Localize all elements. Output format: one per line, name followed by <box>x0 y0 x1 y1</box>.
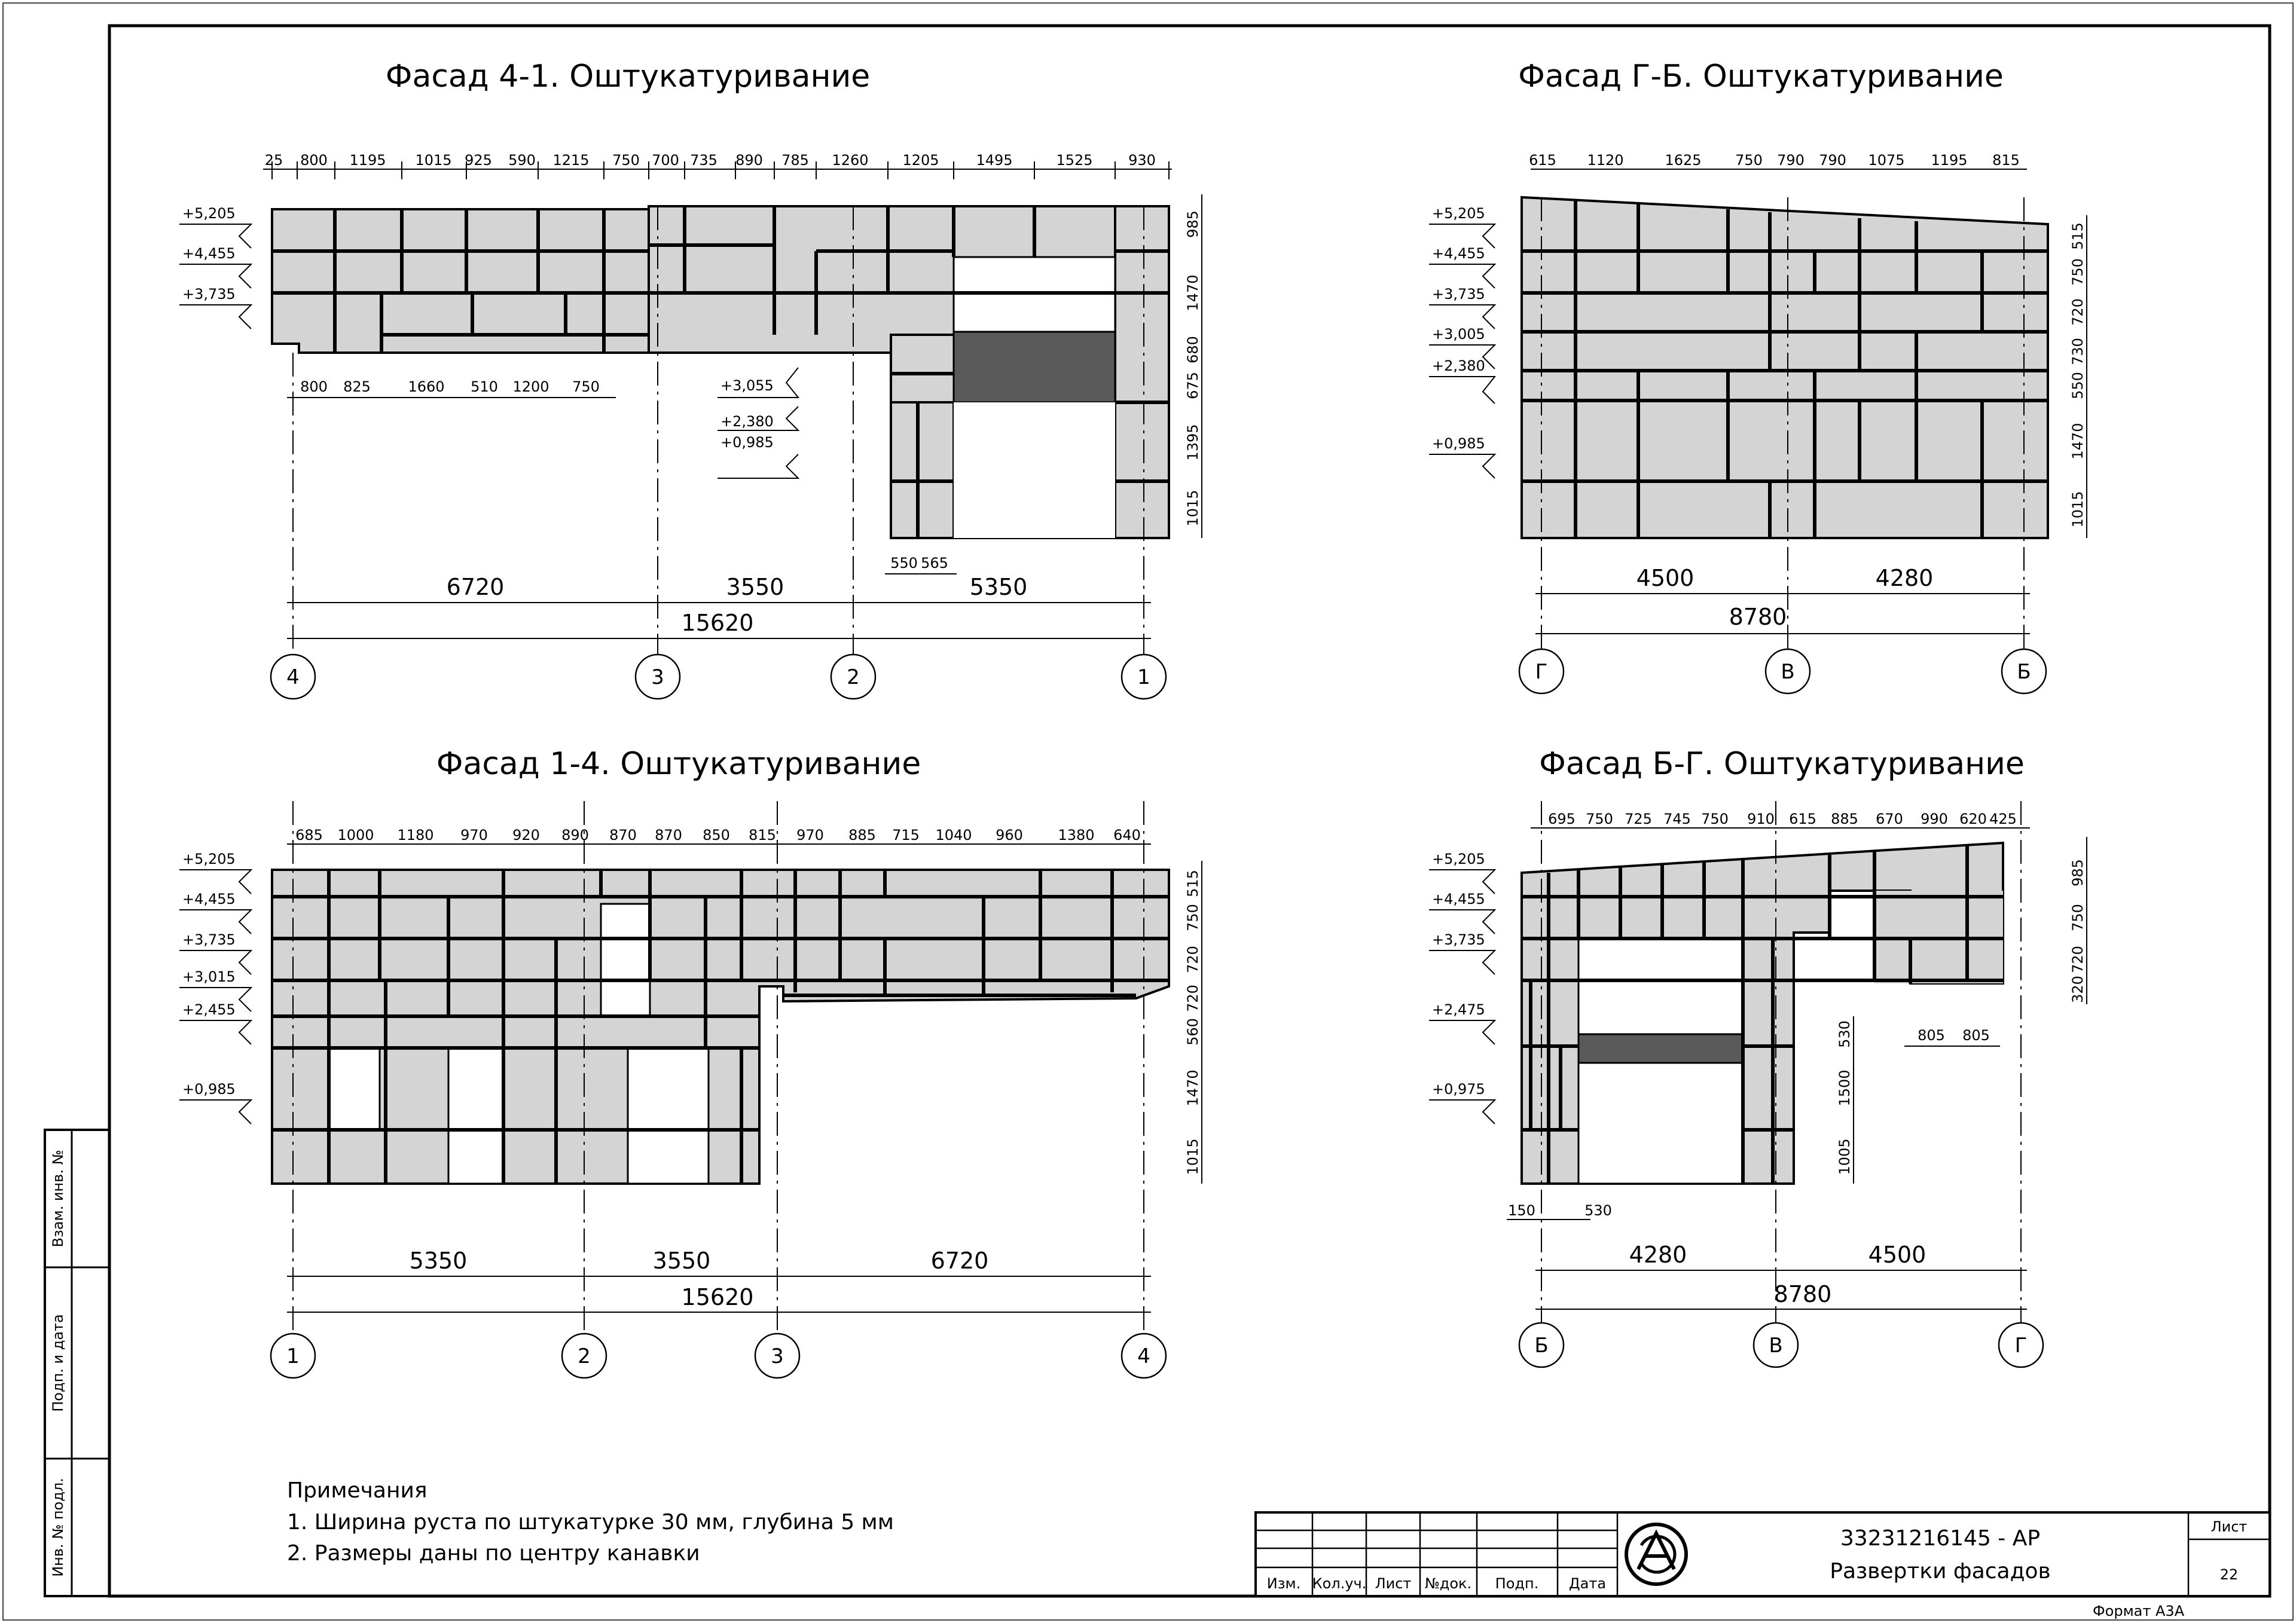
drawing-code: 33231216145 - АР <box>1840 1526 2041 1551</box>
dim-label: 720 <box>2069 298 2086 326</box>
total-label: 8780 <box>1773 1281 1832 1307</box>
facade-b-g <box>1429 746 2087 1367</box>
dim-label: 1470 <box>2069 423 2086 460</box>
dim-label: 1625 <box>1665 152 1702 169</box>
pier-panel <box>891 402 954 538</box>
dim-label: 985 <box>2069 859 2086 887</box>
dim-label: 1470 <box>1184 274 1201 311</box>
axis-marker: Б <box>1534 1334 1549 1358</box>
dim-label: 750 <box>1184 904 1201 931</box>
facade-4-1-title: Фасад 4-1. Оштукатуривание <box>385 59 871 94</box>
dim-label: 925 <box>465 152 492 169</box>
dim-label: 1380 <box>1058 827 1095 843</box>
level-mark: +0,985 <box>720 434 774 451</box>
axis-marker: 3 <box>771 1344 784 1368</box>
dim-label: 1195 <box>349 152 386 169</box>
axis-marker: 2 <box>847 665 860 689</box>
top-ticks <box>272 161 1169 179</box>
dim-label: 1015 <box>2069 491 2086 528</box>
dim-label: 550 <box>890 555 918 571</box>
dim-label: 1120 <box>1587 152 1624 169</box>
level-mark: +4,455 <box>1432 245 1485 262</box>
axis-marker: 4 <box>1137 1344 1150 1368</box>
dim-label: 1015 <box>415 152 452 169</box>
level-mark: +3,735 <box>182 286 236 302</box>
note-item: 2. Размеры даны по центру канавки <box>287 1541 700 1566</box>
dim-label: 1215 <box>552 152 590 169</box>
span-label: 4500 <box>1868 1242 1926 1268</box>
dim-label: 870 <box>655 827 682 843</box>
level-mark: +0,975 <box>1432 1081 1485 1098</box>
facade-g-b <box>1429 59 2087 693</box>
dim-label: 1525 <box>1056 152 1093 169</box>
notes-heading: Примечания <box>287 1478 428 1503</box>
dim-label: 720 <box>2069 946 2086 973</box>
dim-label: 750 <box>2069 904 2086 931</box>
dim-label: 1075 <box>1868 152 1905 169</box>
span-label: 6720 <box>446 574 505 600</box>
dim-label: 590 <box>508 152 536 169</box>
dim-label: 750 <box>572 378 600 395</box>
dim-label: 510 <box>471 378 498 395</box>
span-label: 4280 <box>1875 565 1934 591</box>
note-item: 1. Ширина руста по штукатурке 30 мм, глубина 5 мм <box>287 1510 894 1535</box>
window-opening <box>601 904 650 1016</box>
dim-label: 785 <box>781 152 809 169</box>
total-label: 15620 <box>681 610 754 636</box>
level-mark: +3,055 <box>720 377 774 394</box>
door-opening <box>448 1048 503 1184</box>
dim-label: 725 <box>1625 811 1652 827</box>
facade-b-g-title: Фасад Б-Г. Оштукатуривание <box>1539 746 2025 782</box>
level-mark: +5,205 <box>1432 205 1485 222</box>
title-column: №док. <box>1424 1575 1472 1592</box>
dim-label: 885 <box>1831 811 1858 827</box>
format-label: Формат А3А <box>2093 1603 2185 1619</box>
dim-label: 825 <box>343 378 371 395</box>
dim-label: 730 <box>2069 338 2086 365</box>
dim-label: 735 <box>690 152 718 169</box>
dim-label: 515 <box>2069 222 2086 250</box>
level-mark: +2,475 <box>1432 1001 1485 1018</box>
door-opening <box>628 1048 709 1184</box>
axis-marker: 1 <box>1137 665 1150 689</box>
door-opening <box>954 402 1115 538</box>
span-label: 5350 <box>969 574 1028 600</box>
dark-panel <box>954 332 1115 402</box>
dim-label: 800 <box>300 152 328 169</box>
sheet-number: 22 <box>2219 1566 2239 1583</box>
level-mark: +3,735 <box>1432 286 1485 302</box>
level-mark: +5,205 <box>182 851 236 867</box>
dim-label: 1005 <box>1836 1138 1853 1175</box>
level-mark: +3,735 <box>182 931 236 948</box>
company-logo <box>1626 1524 1686 1584</box>
dim-label: 720 <box>1184 946 1201 973</box>
dim-label: 1470 <box>1184 1069 1201 1107</box>
span-label: 3550 <box>726 574 784 600</box>
dim-label: 790 <box>1777 152 1805 169</box>
stamp-label: Подп. и дата <box>50 1314 66 1412</box>
dim-label: 695 <box>1548 811 1576 827</box>
level-mark: +2,455 <box>182 1001 236 1018</box>
notes <box>287 1478 894 1566</box>
drawing-name: Развертки фасадов <box>1830 1559 2051 1584</box>
wall-panel <box>1522 197 2048 538</box>
wall-panel <box>272 870 1169 1184</box>
sheet-label: Лист <box>2210 1518 2248 1535</box>
dim-label: 750 <box>1701 811 1729 827</box>
stamp-label: Взам. инв. № <box>50 1150 66 1248</box>
title-column: Дата <box>1568 1575 1607 1592</box>
dim-label: 1195 <box>1931 152 1968 169</box>
facade-g-b-title: Фасад Г-Б. Оштукатуривание <box>1518 59 2004 94</box>
dim-label: 930 <box>1128 152 1156 169</box>
level-mark: +5,205 <box>182 205 236 222</box>
level-mark: +3,015 <box>182 968 236 985</box>
title-column: Кол.уч. <box>1312 1575 1367 1592</box>
title-column: Лист <box>1375 1575 1412 1592</box>
dim-label: 800 <box>300 378 328 395</box>
dim-label: 1180 <box>397 827 434 843</box>
dim-label: 910 <box>1747 811 1775 827</box>
dim-label: 640 <box>1113 827 1141 843</box>
span-label: 4500 <box>1636 565 1694 591</box>
dim-label: 1260 <box>832 152 869 169</box>
level-mark: +4,455 <box>182 891 236 907</box>
axis-marker: В <box>1781 660 1795 684</box>
axis-marker: 4 <box>286 665 300 689</box>
dim-label: 150 <box>1508 1202 1535 1219</box>
dim-label: 815 <box>1992 152 2020 169</box>
dim-label: 750 <box>1586 811 1613 827</box>
level-mark: +2,380 <box>720 413 774 430</box>
total-label: 15620 <box>681 1284 754 1310</box>
dim-label: 615 <box>1529 152 1556 169</box>
dark-panel <box>1578 1034 1743 1063</box>
dim-label: 890 <box>561 827 589 843</box>
axis-marker: 1 <box>286 1344 300 1368</box>
span-label: 4280 <box>1629 1242 1687 1268</box>
dim-label: 25 <box>264 152 283 169</box>
dim-label: 715 <box>892 827 920 843</box>
dim-label: 1395 <box>1184 424 1201 461</box>
dim-label: 890 <box>735 152 763 169</box>
dim-label: 515 <box>1184 870 1201 897</box>
dim-label: 990 <box>1921 811 1948 827</box>
dim-label: 1015 <box>1184 1138 1201 1175</box>
axis-marker: Г <box>2014 1334 2028 1358</box>
dim-label: 960 <box>996 827 1023 843</box>
dim-label: 920 <box>512 827 540 843</box>
level-mark: +0,985 <box>182 1081 236 1098</box>
dim-label: 560 <box>1184 1018 1201 1046</box>
title-column: Изм. <box>1266 1575 1301 1592</box>
dim-label: 1660 <box>408 378 445 395</box>
level-mark: +4,455 <box>1432 891 1485 907</box>
facade-4-1 <box>179 59 1202 699</box>
axis-marker: В <box>1769 1334 1783 1358</box>
level-mark: +2,380 <box>1432 357 1485 374</box>
dim-label: 620 <box>1959 811 1987 827</box>
dim-label: 720 <box>1184 985 1201 1012</box>
span-label: 3550 <box>652 1248 711 1274</box>
axis-marker: 3 <box>651 665 664 689</box>
span-label: 5350 <box>409 1248 468 1274</box>
dim-label: 790 <box>1819 152 1846 169</box>
stamp-label: Инв. № подл. <box>50 1478 66 1577</box>
dim-label: 750 <box>2069 258 2086 286</box>
dim-label: 970 <box>460 827 488 843</box>
dim-label: 530 <box>1584 1202 1612 1219</box>
dim-label: 870 <box>609 827 637 843</box>
axis-marker: Г <box>1535 660 1548 684</box>
dim-label: 700 <box>652 152 679 169</box>
level-mark: +5,205 <box>1432 851 1485 867</box>
level-mark: +0,985 <box>1432 435 1485 452</box>
axis-marker: Б <box>2017 660 2031 684</box>
dim-label: 670 <box>1876 811 1903 827</box>
dim-label: 805 <box>1962 1027 1990 1044</box>
dim-label: 805 <box>1918 1027 1945 1044</box>
dim-label: 1495 <box>976 152 1013 169</box>
title-column: Подп. <box>1495 1575 1539 1592</box>
dim-label: 970 <box>796 827 824 843</box>
side-stamp <box>45 1130 109 1596</box>
wall-panel <box>1115 206 1169 538</box>
axis-marker: 2 <box>578 1344 591 1368</box>
facade-1-4-title: Фасад 1-4. Оштукатуривание <box>436 746 921 782</box>
dim-label: 685 <box>295 827 323 843</box>
dim-label: 815 <box>749 827 776 843</box>
dim-label: 1015 <box>1184 490 1201 527</box>
dim-label: 1000 <box>337 827 374 843</box>
total-label: 8780 <box>1729 604 1787 630</box>
dim-label: 1200 <box>512 378 549 395</box>
title-block <box>1256 1512 2270 1596</box>
dim-label: 550 <box>2069 372 2086 399</box>
wall-panel <box>272 209 649 353</box>
dim-label: 615 <box>1789 811 1816 827</box>
dim-label: 745 <box>1663 811 1691 827</box>
dim-label: 750 <box>1735 152 1763 169</box>
dim-label: 675 <box>1184 372 1201 399</box>
level-mark: +4,455 <box>182 245 236 262</box>
dim-label: 530 <box>1836 1020 1853 1048</box>
dim-label: 1500 <box>1836 1069 1853 1107</box>
dim-label: 1040 <box>935 827 972 843</box>
dim-label: 425 <box>1989 811 2017 827</box>
level-mark: +3,735 <box>1432 931 1485 948</box>
dim-label: 750 <box>612 152 640 169</box>
span-label: 6720 <box>930 1248 989 1274</box>
dim-label: 1205 <box>902 152 939 169</box>
dim-label: 885 <box>848 827 876 843</box>
dim-label: 680 <box>1184 336 1201 363</box>
dim-label: 320 <box>2069 976 2086 1003</box>
window-opening <box>329 1048 380 1130</box>
dim-label: 565 <box>921 555 948 571</box>
level-mark: +3,005 <box>1432 326 1485 343</box>
facade-1-4 <box>179 746 1202 1378</box>
dim-label: 850 <box>703 827 730 843</box>
dim-label: 985 <box>1184 210 1201 238</box>
